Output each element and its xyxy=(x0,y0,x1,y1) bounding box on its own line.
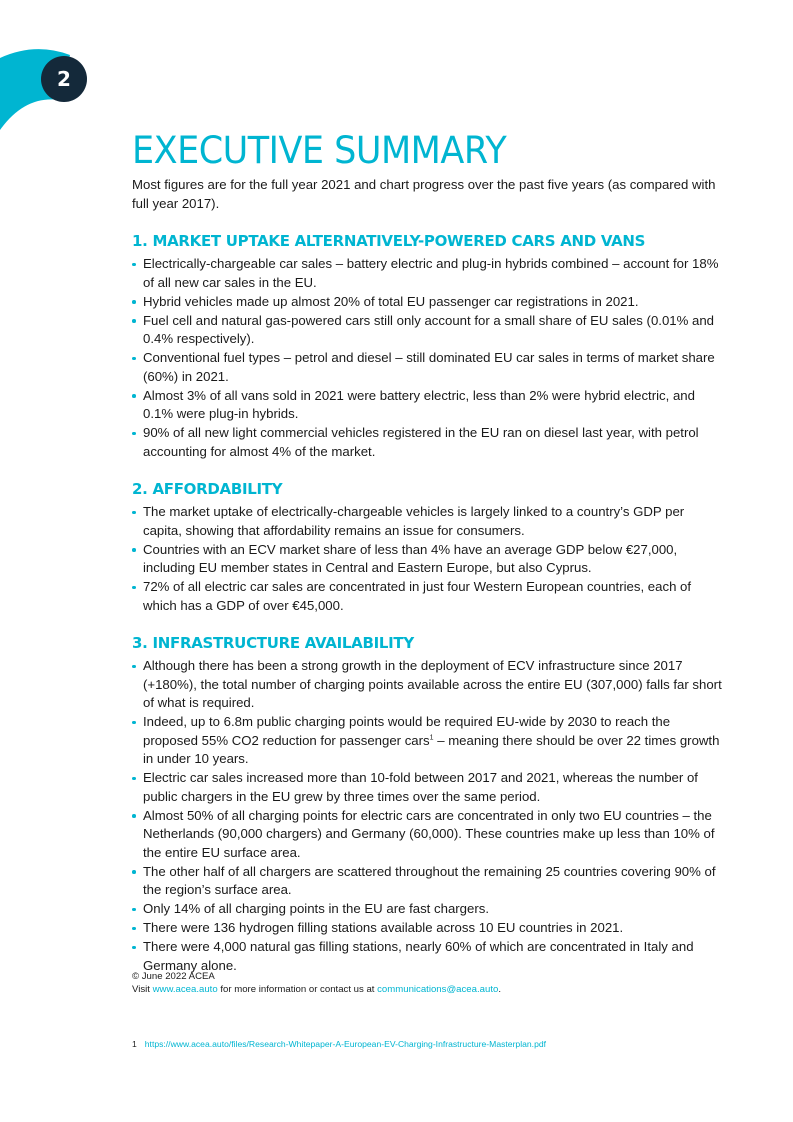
website-link[interactable]: www.acea.auto xyxy=(152,984,218,995)
bullet-item: The other half of all chargers are scattered throughout the remaining 25 countries covering 90% of the region’s surface area. xyxy=(132,863,722,900)
bullet-item: Conventional fuel types – petrol and diesel – still dominated EU car sales in terms of market share (60%) in 2021. xyxy=(132,349,722,386)
footnote xyxy=(132,1038,546,1050)
bullet-item-with-footnote xyxy=(132,713,722,769)
section-heading: 3. INFRASTRUCTURE AVAILABILITY xyxy=(132,634,414,652)
copyright-text: © June 2022 ACEA xyxy=(132,971,215,982)
bullet-list xyxy=(132,503,722,615)
footnote-url-link[interactable]: https://www.acea.auto/files/Research-Whitepaper-A-European-EV-Charging-Infrastructure-Masterplan.pdf xyxy=(144,1039,547,1049)
bullet-item: Electrically-chargeable car sales – battery electric and plug-in hybrids combined – account for 18% of all new car sales in the EU. xyxy=(132,255,722,292)
visit-suffix: . xyxy=(498,984,501,995)
main-content xyxy=(132,128,722,976)
contact-line xyxy=(132,983,501,996)
email-link[interactable]: communications@acea.auto xyxy=(377,984,499,995)
bullet-item: There were 136 hydrogen filling stations available across 10 EU countries in 2021. xyxy=(132,919,722,938)
visit-prefix: Visit xyxy=(132,984,153,995)
bullet-list xyxy=(132,657,722,975)
bullet-item: 72% of all electric car sales are concentrated in just four Western European countries, each of which has a GDP of over €45,000. xyxy=(132,578,722,615)
intro-text: Most figures are for the full year 2021 and chart progress over the past five years (as compared with full year 2017). xyxy=(132,177,716,211)
visit-middle: for more information or contact us at xyxy=(217,984,378,995)
footnote-ref[interactable]: 1 xyxy=(429,734,434,742)
page-title: EXECUTIVE SUMMARY xyxy=(132,130,507,173)
section-market-uptake xyxy=(132,231,722,461)
bullet-item: Hybrid vehicles made up almost 20% of total EU passenger car registrations in 2021. xyxy=(132,293,722,312)
bullet-item: Fuel cell and natural gas-powered cars still only account for a small share of EU sales (0.01% and 0.4% respectively). xyxy=(132,312,722,349)
bullet-item: The market uptake of electrically-chargeable vehicles is largely linked to a country’s GDP per capita, showing that affordability remains an issue for consumers. xyxy=(132,503,722,540)
bullet-item: Electric car sales increased more than 10-fold between 2017 and 2021, whereas the number of public chargers in the EU grew by three times over the same period. xyxy=(132,769,722,806)
bullet-item: Almost 50% of all charging points for electric cars are concentrated in only two EU countries – the Netherlands (90,000 chargers) and Germany (60,000). These countries make up less than 10% of the entire EU surface area. xyxy=(132,807,722,863)
section-heading: 1. MARKET UPTAKE ALTERNATIVELY-POWERED CARS AND VANS xyxy=(132,232,646,250)
footnote-number: 1 xyxy=(132,1039,137,1049)
section-affordability xyxy=(132,479,722,615)
bullet-item: Only 14% of all charging points in the EU are fast chargers. xyxy=(132,900,722,919)
page-number-badge: 2 xyxy=(41,56,87,102)
section-infrastructure xyxy=(132,633,722,975)
bullet-item: Countries with an ECV market share of less than 4% have an average GDP below €27,000, including EU member states in Central and Eastern Europe, but also Cyprus. xyxy=(132,541,722,578)
bullet-item: There were 4,000 natural gas filling stations, nearly 60% of which are concentrated in Italy and Germany alone. xyxy=(132,938,722,975)
bullet-text-tail: – meaning there should be over 22 times growth in under 10 years. xyxy=(143,732,720,766)
bullet-list xyxy=(132,255,722,461)
bullet-item: Although there has been a strong growth in the deployment of ECV infrastructure since 2017 (+180%), the total number of charging points available across the entire EU (307,000) falls far short of what is required. xyxy=(132,657,722,713)
bullet-item: 90% of all new light commercial vehicles registered in the EU ran on diesel last year, with petrol accounting for almost 4% of the market. xyxy=(132,424,722,461)
section-heading: 2. AFFORDABILITY xyxy=(132,480,283,498)
bullet-item: Almost 3% of all vans sold in 2021 were battery electric, less than 2% were hybrid electric, and 0.1% were plug-in hybrids. xyxy=(132,387,722,424)
footer xyxy=(132,970,501,996)
bullet-text: Indeed, up to 6.8m public charging points would be required EU-wide by 2030 to reach the proposed 55% CO2 reduction for passenger cars xyxy=(143,714,671,748)
